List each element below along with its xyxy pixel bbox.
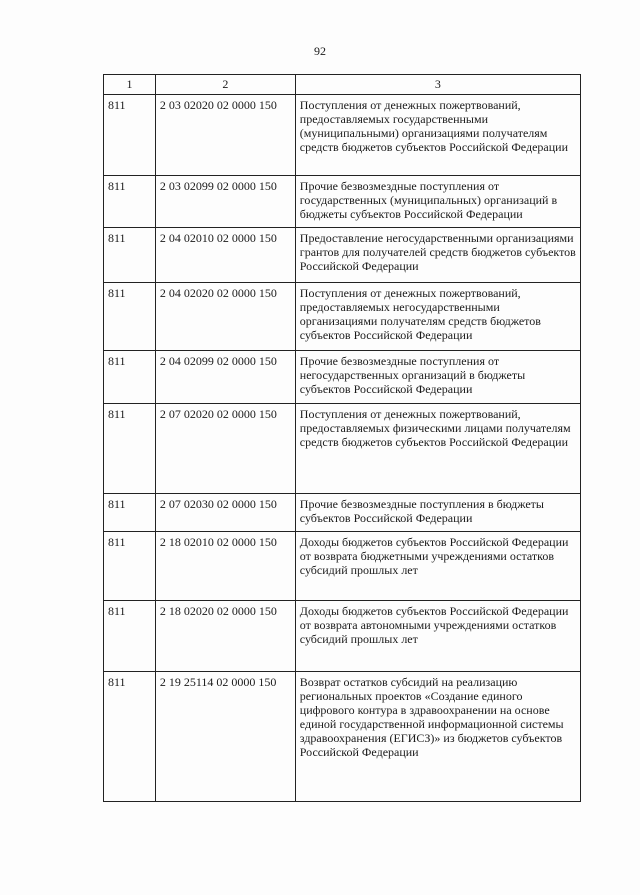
chapter-cell: 811 <box>104 404 156 494</box>
name-cell: Предоставление негосударственными организациями грантов для получателей средств бюджетов субъектов Российской Федерации <box>295 228 580 283</box>
name-cell: Поступления от денежных пожертвований, предоставляемых государственными (муниципальными) организациями получателям средств бюджетов субъектов Российской Федерации <box>295 95 580 176</box>
chapter-cell: 811 <box>104 176 156 228</box>
code-cell: 2 07 02030 02 0000 150 <box>155 494 295 532</box>
chapter-cell: 811 <box>104 228 156 283</box>
name-cell: Возврат остатков субсидий на реализацию региональных проектов «Создание единого цифрового контура в здравоохранении на основе единой государственной информационной системы здравоохранения (ЕГИСЗ)» из бюджетов субъектов Российской Федерации <box>295 672 580 802</box>
column-header-name: 3 <box>295 75 580 95</box>
chapter-cell: 811 <box>104 494 156 532</box>
name-cell: Доходы бюджетов субъектов Российской Федерации от возврата бюджетными учреждениями остатков субсидий прошлых лет <box>295 532 580 601</box>
table-row <box>104 283 581 351</box>
table-row <box>104 95 581 176</box>
table-row <box>104 404 581 494</box>
column-header-chapter: 1 <box>104 75 156 95</box>
chapter-cell: 811 <box>104 672 156 802</box>
budget-codes-table <box>103 74 581 802</box>
code-cell: 2 04 02010 02 0000 150 <box>155 228 295 283</box>
table-row <box>104 228 581 283</box>
chapter-cell: 811 <box>104 532 156 601</box>
table-row <box>104 176 581 228</box>
name-cell: Прочие безвозмездные поступления от негосударственных организаций в бюджеты субъектов Российской Федерации <box>295 351 580 404</box>
chapter-cell: 811 <box>104 601 156 672</box>
code-cell: 2 03 02099 02 0000 150 <box>155 176 295 228</box>
name-cell: Прочие безвозмездные поступления в бюджеты субъектов Российской Федерации <box>295 494 580 532</box>
code-cell: 2 04 02020 02 0000 150 <box>155 283 295 351</box>
table-row <box>104 601 581 672</box>
code-cell: 2 03 02020 02 0000 150 <box>155 95 295 176</box>
name-cell: Поступления от денежных пожертвований, предоставляемых негосударственными организациями получателям средств бюджетов субъектов Российской Федерации <box>295 283 580 351</box>
table-row <box>104 351 581 404</box>
table-row <box>104 672 581 802</box>
page-number: 92 <box>314 44 326 58</box>
name-cell: Поступления от денежных пожертвований, предоставляемых физическими лицами получателям средств бюджетов субъектов Российской Федерации <box>295 404 580 494</box>
code-cell: 2 19 25114 02 0000 150 <box>155 672 295 802</box>
table-row <box>104 532 581 601</box>
chapter-cell: 811 <box>104 283 156 351</box>
chapter-cell: 811 <box>104 95 156 176</box>
table-row <box>104 494 581 532</box>
name-cell: Прочие безвозмездные поступления от государственных (муниципальных) организаций в бюджеты субъектов Российской Федерации <box>295 176 580 228</box>
code-cell: 2 18 02020 02 0000 150 <box>155 601 295 672</box>
code-cell: 2 18 02010 02 0000 150 <box>155 532 295 601</box>
column-header-code: 2 <box>155 75 295 95</box>
name-cell: Доходы бюджетов субъектов Российской Федерации от возврата автономными учреждениями остатков субсидий прошлых лет <box>295 601 580 672</box>
code-cell: 2 04 02099 02 0000 150 <box>155 351 295 404</box>
code-cell: 2 07 02020 02 0000 150 <box>155 404 295 494</box>
table-header-row <box>104 75 581 95</box>
chapter-cell: 811 <box>104 351 156 404</box>
